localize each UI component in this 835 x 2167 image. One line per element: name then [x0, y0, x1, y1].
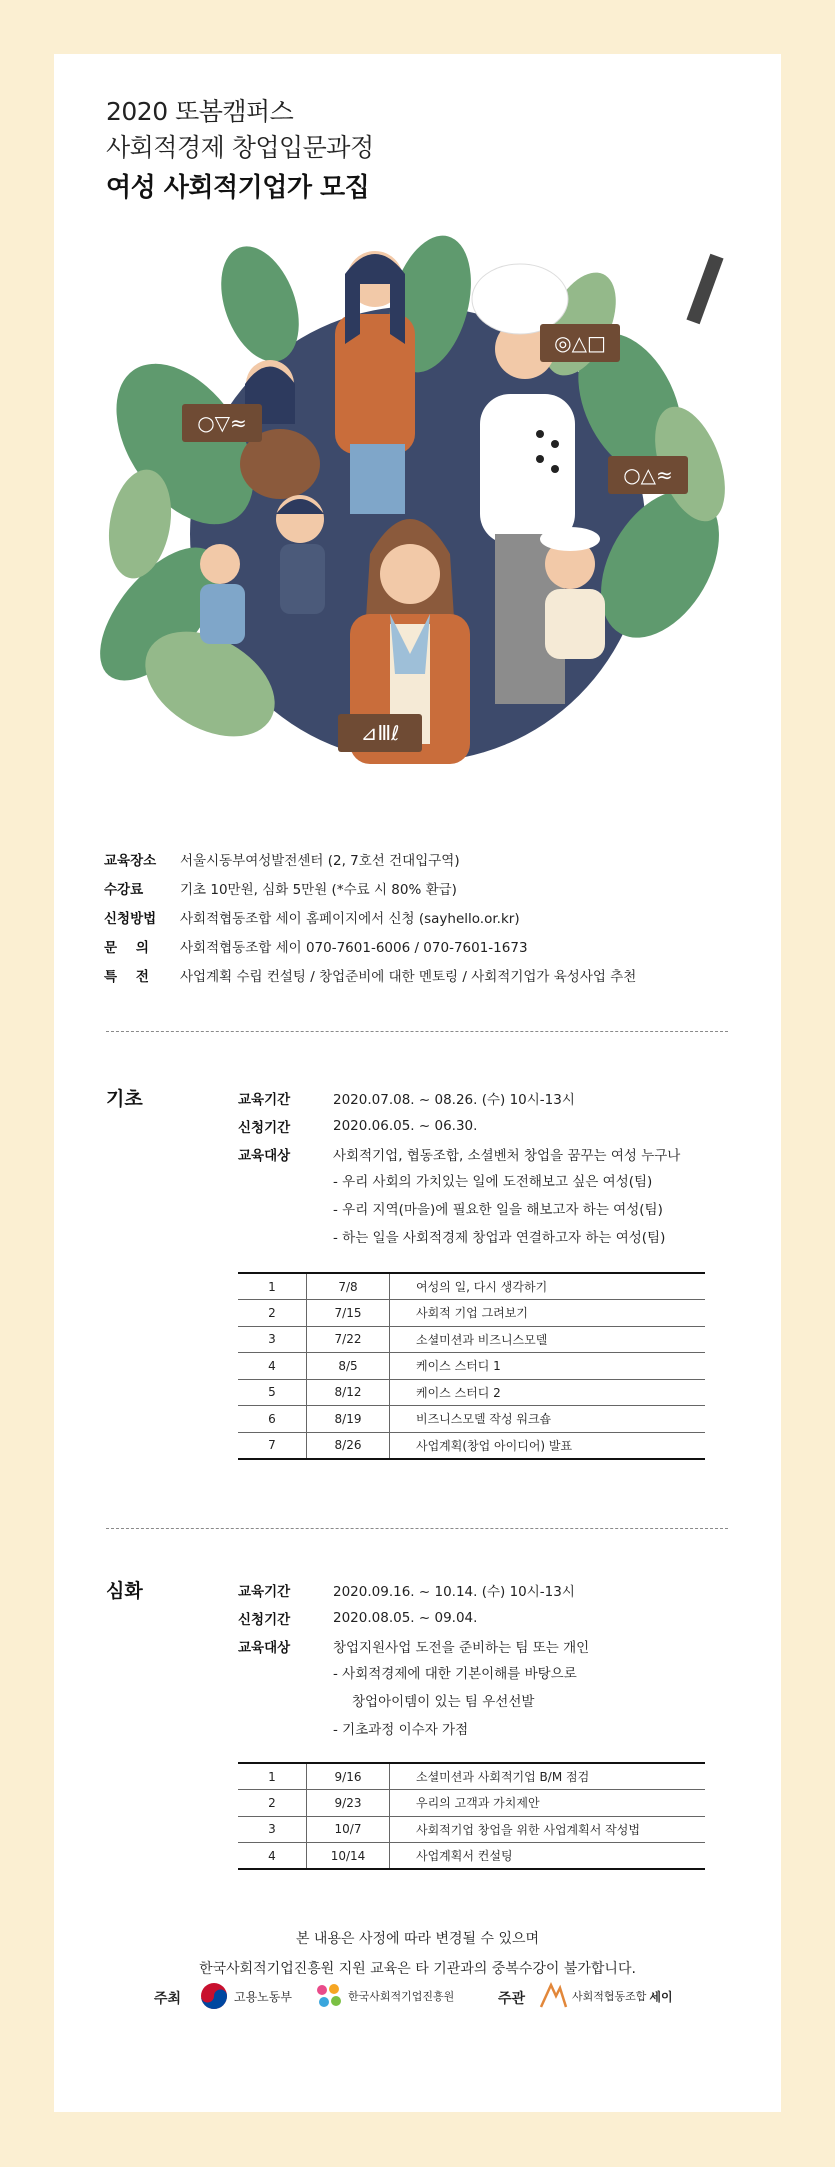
detail-label: 교육대상 [238, 1640, 291, 1656]
section-details [238, 1576, 728, 1744]
info-row [104, 931, 744, 960]
detail-label: 교육기간 [238, 1092, 291, 1108]
detail-value: 2020.06.05. ~ 06.30. [333, 1118, 478, 1134]
svg-text:○△≈: ○△≈ [623, 463, 673, 487]
session-date: 7/15 [307, 1300, 390, 1327]
session-topic: 사업계획(창업 아이디어) 발표 [390, 1432, 706, 1459]
session-topic: 우리의 고객과 가치제안 [390, 1790, 706, 1817]
host-label [154, 1988, 181, 2008]
session-no: 4 [238, 1843, 307, 1870]
info-row [104, 873, 744, 902]
session-no: 7 [238, 1432, 307, 1459]
info-label: 교육장소 [104, 852, 157, 869]
section-details [238, 1084, 728, 1252]
detail-label: 교육대상 [238, 1148, 291, 1164]
sign-top-right [540, 324, 620, 362]
detail-row [238, 1632, 728, 1660]
notice [54, 1924, 781, 1984]
table-row [238, 1432, 705, 1459]
info-value: 기초 10만원, 심화 5만원 (*수료 시 80% 환급) [180, 881, 457, 898]
detail-row [238, 1576, 728, 1604]
session-topic: 사업계획서 컨설팅 [390, 1843, 706, 1870]
title-line-1: 2020 또봄캠퍼스 [106, 97, 294, 126]
session-date: 7/22 [307, 1326, 390, 1353]
info-row [104, 844, 744, 873]
session-no: 1 [238, 1763, 307, 1790]
basic-schedule-table [238, 1272, 705, 1460]
info-row [104, 902, 744, 931]
kosea-icon [314, 1982, 344, 2010]
session-date: 8/26 [307, 1432, 390, 1459]
session-no: 6 [238, 1406, 307, 1433]
session-no: 2 [238, 1300, 307, 1327]
women-entrepreneurs-illustration [100, 234, 735, 834]
table-row [238, 1326, 705, 1353]
table-row [238, 1843, 705, 1870]
moel-name: 고용노동부 [234, 1989, 292, 2004]
say-name: 사회적협동조합 [572, 1990, 647, 2003]
info-value: 사회적협동조합 세이 070-7601-6006 / 070-7601-1673 [180, 939, 528, 956]
table-row [238, 1273, 705, 1300]
sign-left [182, 404, 262, 442]
detail-label: 신청기간 [238, 1120, 291, 1136]
session-no: 4 [238, 1353, 307, 1380]
table-row [238, 1379, 705, 1406]
info-label: 수강료 [104, 881, 144, 898]
session-topic: 케이스 스터디 1 [390, 1353, 706, 1380]
session-date: 8/19 [307, 1406, 390, 1433]
session-date: 7/8 [307, 1273, 390, 1300]
moel-logo [200, 1982, 292, 2010]
detail-row [238, 1140, 728, 1168]
info-value: 사회적협동조합 세이 홈페이지에서 신청 (sayhello.or.kr) [180, 910, 520, 927]
detail-value: 사회적기업, 협동조합, 소셜벤처 창업을 꿈꾸는 여성 누구나 [333, 1148, 681, 1164]
target-bullet: - 우리 지역(마을)에 필요한 일을 해보고자 하는 여성(팀) [333, 1202, 663, 1218]
table-row [238, 1300, 705, 1327]
table-row [238, 1763, 705, 1790]
title-main: 여성 사회적기업가 모집 [106, 173, 370, 203]
session-topic: 여성의 일, 다시 생각하기 [390, 1273, 706, 1300]
poster-card [54, 54, 781, 2112]
dashed-divider [106, 1031, 728, 1032]
detail-value: 2020.07.08. ~ 08.26. (수) 10시-13시 [333, 1092, 575, 1108]
table-row [238, 1790, 705, 1817]
target-bullet: - 사회적경제에 대한 기본이해를 바탕으로 [333, 1666, 577, 1682]
svg-text:⊿Ⅲℓ: ⊿Ⅲℓ [360, 721, 400, 745]
section-title: 기초 [106, 1088, 143, 1110]
info-value: 사업계획 수립 컨설팅 / 창업준비에 대한 멘토링 / 사회적기업가 육성사업 추천 [180, 968, 637, 985]
svg-text:◎△□: ◎△□ [554, 331, 606, 355]
detail-value: 2020.08.05. ~ 09.04. [333, 1610, 478, 1626]
target-bullet: - 기초과정 이수자 가점 [333, 1722, 469, 1738]
info-label: 특 전 [104, 968, 149, 985]
organizer-label-text: 주관 [498, 1991, 526, 2007]
say-icon [538, 1982, 568, 2010]
say-logo [538, 1982, 673, 2010]
session-date: 8/12 [307, 1379, 390, 1406]
dashed-divider [106, 1528, 728, 1529]
host-label-text: 주최 [154, 1991, 182, 2007]
session-date: 9/16 [307, 1763, 390, 1790]
svg-text:○▽≈: ○▽≈ [197, 411, 247, 435]
title-line-2: 사회적경제 창업입문과정 [106, 133, 374, 162]
kosea-logo [314, 1982, 454, 2010]
section-title: 심화 [106, 1580, 143, 1602]
table-row [238, 1353, 705, 1380]
session-date: 10/14 [307, 1843, 390, 1870]
sign-bottom [338, 714, 422, 752]
taegeuk-icon [200, 1982, 228, 2010]
table-row [238, 1406, 705, 1433]
session-topic: 소셜미션과 비즈니스모델 [390, 1326, 706, 1353]
session-no: 2 [238, 1790, 307, 1817]
detail-label: 교육기간 [238, 1584, 291, 1600]
session-topic: 비즈니스모델 작성 워크숍 [390, 1406, 706, 1433]
info-value: 서울시동부여성발전센터 (2, 7호선 건대입구역) [180, 852, 460, 869]
detail-value: 2020.09.16. ~ 10.14. (수) 10시-13시 [333, 1584, 575, 1600]
session-topic: 소셜미션과 사회적기업 B/M 점검 [390, 1763, 706, 1790]
target-bullet: - 하는 일을 사회적경제 창업과 연결하고자 하는 여성(팀) [333, 1230, 666, 1246]
session-no: 5 [238, 1379, 307, 1406]
session-date: 9/23 [307, 1790, 390, 1817]
session-no: 1 [238, 1273, 307, 1300]
info-row [104, 960, 744, 989]
organizer-label [498, 1988, 525, 2008]
session-topic: 사회적 기업 그려보기 [390, 1300, 706, 1327]
detail-value: 창업지원사업 도전을 준비하는 팀 또는 개인 [333, 1640, 590, 1656]
title-block [106, 94, 374, 210]
say-name-bold: 세이 [649, 1989, 673, 2004]
target-bullet-continued: 창업아이템이 있는 팀 우선선발 [352, 1694, 535, 1710]
info-label: 문 의 [104, 939, 149, 956]
footer-logos [100, 1980, 700, 2020]
session-date: 10/7 [307, 1816, 390, 1843]
kosea-name: 한국사회적기업진흥원 [348, 1990, 455, 2003]
detail-row [238, 1084, 728, 1112]
info-label: 신청방법 [104, 910, 157, 927]
session-no: 3 [238, 1816, 307, 1843]
detail-row [238, 1112, 728, 1140]
detail-label: 신청기간 [238, 1612, 291, 1628]
notice-line-1: 본 내용은 사정에 따라 변경될 수 있으며 [295, 1931, 540, 1947]
session-topic: 사회적기업 창업을 위한 사업계획서 작성법 [390, 1816, 706, 1843]
notice-line-2: 한국사회적기업진흥원 지원 교육은 타 기관과의 중복수강이 불가합니다. [199, 1961, 636, 1977]
sign-right [608, 456, 688, 494]
session-date: 8/5 [307, 1353, 390, 1380]
session-no: 3 [238, 1326, 307, 1353]
table-row [238, 1816, 705, 1843]
target-bullet: - 우리 사회의 가치있는 일에 도전해보고 싶은 여성(팀) [333, 1174, 653, 1190]
session-topic: 케이스 스터디 2 [390, 1379, 706, 1406]
advanced-schedule-table [238, 1762, 705, 1870]
info-list [104, 844, 744, 989]
detail-row [238, 1604, 728, 1632]
